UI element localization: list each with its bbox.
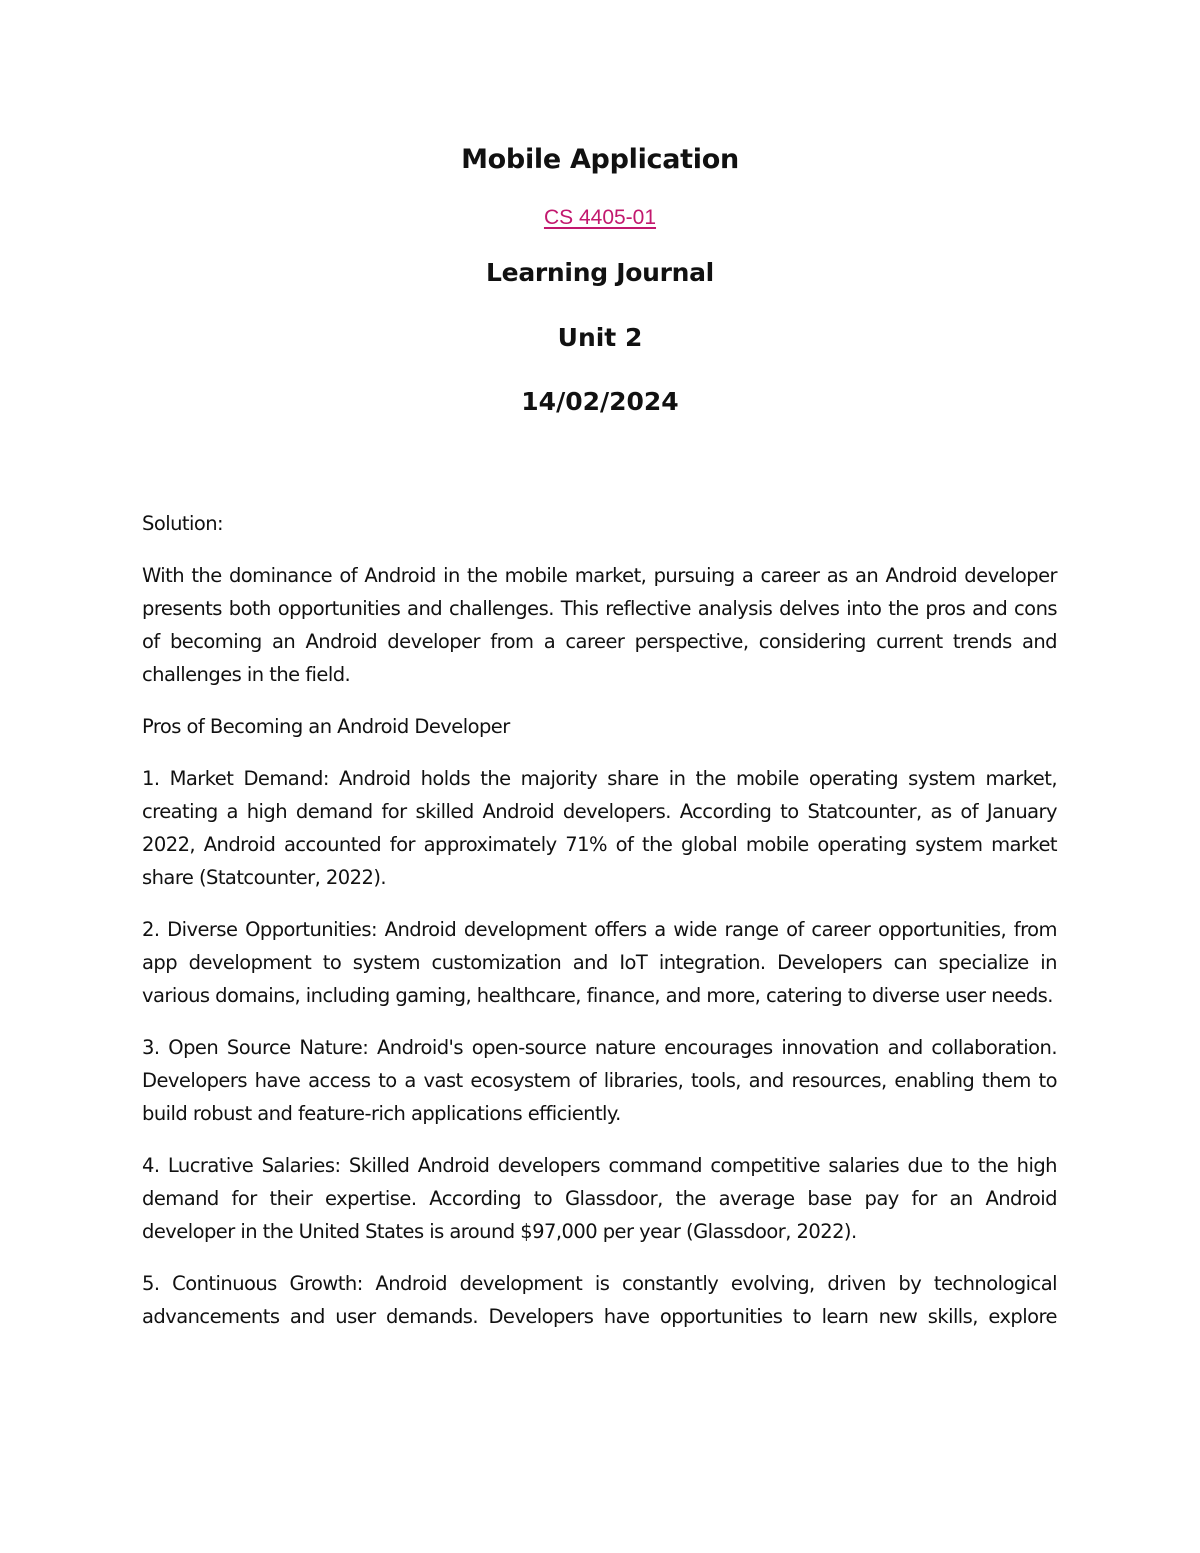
pros-item-2: 2. Diverse Opportunities: Android development offers a wide range of career opportunities, from app development to system customization and IoT integration. Developers can specialize in various domains, including gaming, healthcare, finance, and more, catering to diverse user needs.: [142, 918, 1057, 1007]
pros-heading: Pros of Becoming an Android Developer: [142, 715, 510, 738]
solution-label: Solution:: [142, 512, 224, 535]
document-title: Mobile Application: [461, 144, 739, 175]
pros-item-4: 4. Lucrative Salaries: Skilled Android developers command competitive salaries due to the high demand for their expertise. According to Glassdoor, the average base pay for an Android developer in the United States is around $97,000 per year (Glassdoor, 2022).: [142, 1154, 1057, 1243]
intro-paragraph: With the dominance of Android in the mobile market, pursuing a career as an Android developer presents both opportunities and challenges. This reflective analysis delves into the pros and cons of becoming an Android developer from a career perspective, considering current trends and challenges in the field.: [142, 564, 1057, 686]
unit-label: Unit 2: [557, 323, 643, 352]
document-body: [142, 507, 1057, 1352]
document-subtitle: Learning Journal: [486, 258, 714, 287]
pros-item-1: 1. Market Demand: Android holds the majority share in the mobile operating system market, creating a high demand for skilled Android developers. According to Statcounter, as of January 2022, Android accounted for approximately 71% of the global mobile operating system market share (Statcounter, 2022).: [142, 767, 1057, 889]
pros-item-3: 3. Open Source Nature: Android's open-source nature encourages innovation and collaboration. Developers have access to a vast ecosystem of libraries, tools, and resources, enabling them to build robust and feature-rich applications efficiently.: [142, 1036, 1057, 1125]
pros-item-5: 5. Continuous Growth: Android development is constantly evolving, driven by technological advancements and user demands. Developers have opportunities to learn new skills, explore: [142, 1272, 1057, 1328]
document-date: 14/02/2024: [521, 387, 679, 416]
course-code-link[interactable]: CS 4405-01: [543, 206, 657, 229]
